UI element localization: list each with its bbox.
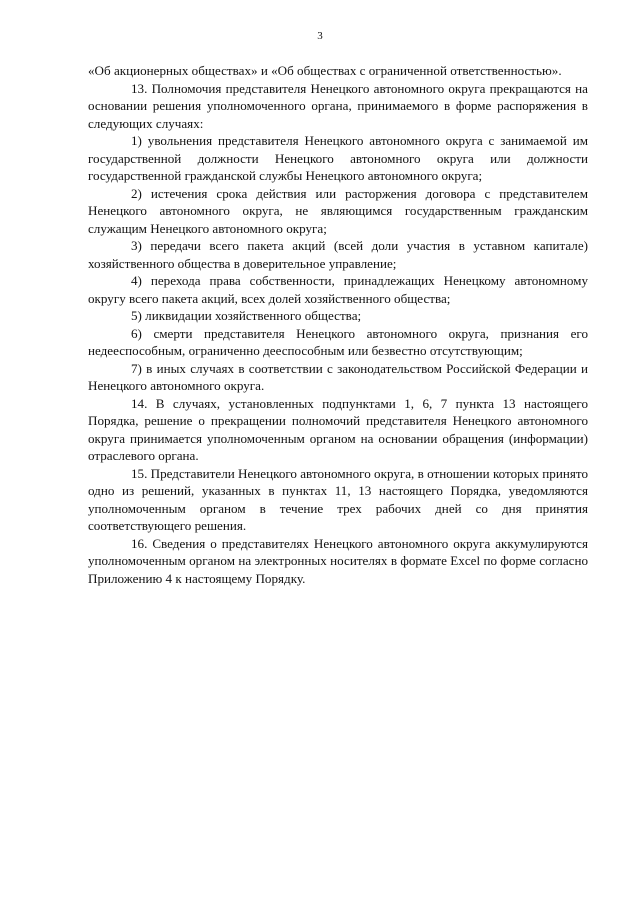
paragraph-16: 16. Сведения о представителях Ненецкого автономного округа аккумулируются уполномоченным органом на электронных носителях в формате Excel по форме согласно Приложению 4 к настоящему Порядку. [88, 535, 588, 586]
paragraph-13: 13. Полномочия представителя Ненецкого автономного округа прекращаются на основании решения уполномоченного органа, принимаемого в форме распоряжения в следующих случаях: [88, 80, 588, 131]
page-number: 3 [317, 30, 323, 42]
list-item-13-6: 6) смерти представителя Ненецкого автономного округа, признания его недееспособным, ограниченно дееспособным или безвестно отсутствующим; [88, 325, 588, 358]
list-item-13-4: 4) перехода права собственности, принадлежащих Ненецкому автономному округу всего пакета акций, всех долей хозяйственного общества; [88, 273, 588, 306]
list-item-13-2: 2) истечения срока действия или расторжения договора с представителем Ненецкого автономного округа, не являющимся государственным гражданским служащим Ненецкого автономного округа; [88, 185, 588, 236]
paragraph-continuation: «Об акционерных обществах» и «Об обществах с ограниченной ответственностью». [88, 63, 562, 78]
list-item-13-1: 1) увольнения представителя Ненецкого автономного округа с занимаемой им государственной должности Ненецкого автономного округа или должности государственной гражданской службы Ненецкого автономного округа; [88, 133, 588, 183]
paragraph-15: 15. Представители Ненецкого автономного округа, в отношении которых принято одно из решений, указанных в пунктах 11, 13 настоящего Порядка, уведомляются уполномоченным органом в течение трех рабочих дней со дня принятия соответствующего решения. [88, 465, 588, 533]
list-item-13-3: 3) передачи всего пакета акций (всей доли участия в уставном капитале) хозяйственного общества в доверительное управление; [88, 238, 588, 271]
document-body [88, 62, 588, 587]
paragraph-14: 14. В случаях, установленных подпунктами 1, 6, 7 пункта 13 настоящего Порядка, решение о прекращении полномочий представителя Ненецкого автономного округа принимается уполномоченным органом на основании обращения (информации) отраслевого органа. [88, 395, 588, 463]
list-item-13-5: 5) ликвидации хозяйственного общества; [131, 308, 362, 323]
list-item-13-7: 7) в иных случаях в соответствии с законодательством Российской Федерации и Ненецкого автономного округа. [88, 360, 588, 393]
